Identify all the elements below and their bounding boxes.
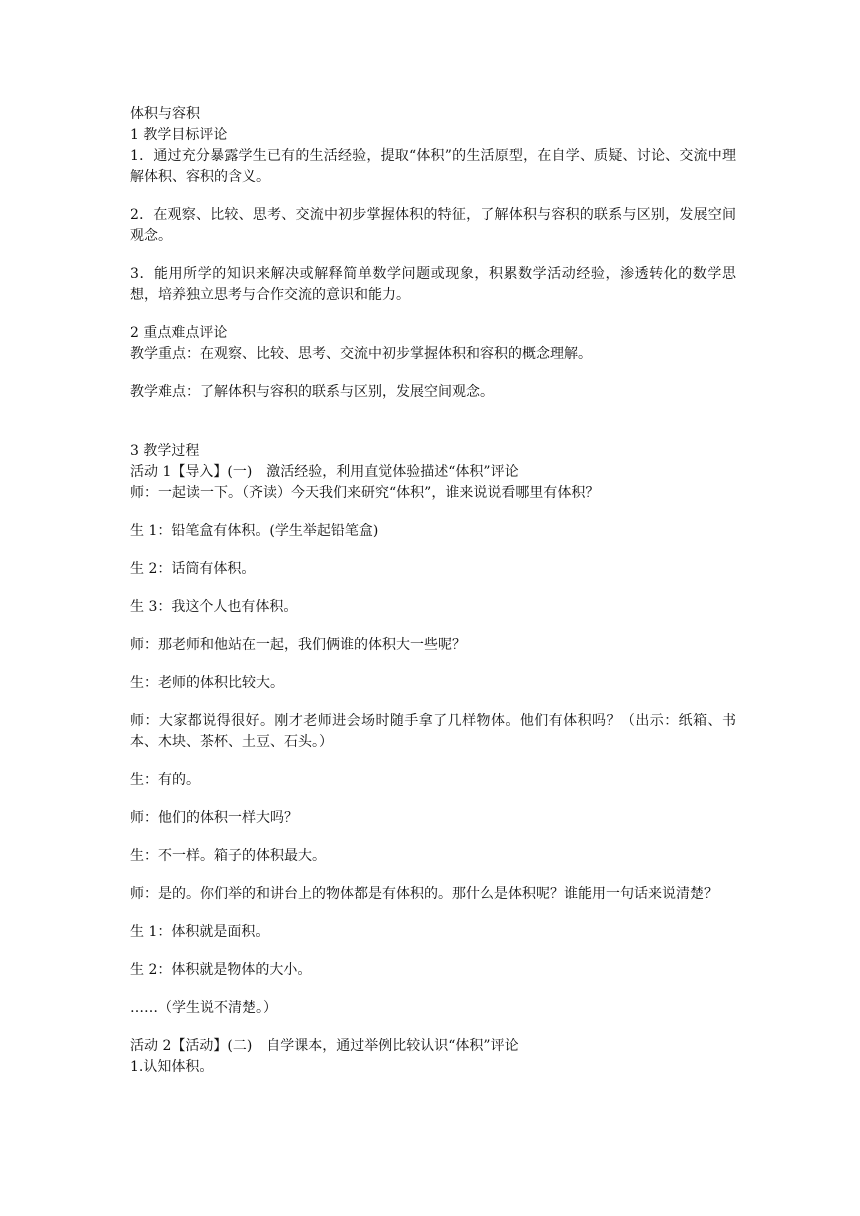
dialogue-line: 生 1：铅笔盒有体积。(学生举起铅笔盒) xyxy=(130,523,379,539)
key-point: 教学重点：在观察、比较、思考、交流中初步掌握体积和容积的概念理解。 xyxy=(130,346,592,362)
dialogue-line: 生：不一样。箱子的体积最大。 xyxy=(130,848,326,864)
difficulty-point: 教学难点：了解体积与容积的联系与区别，发展空间观念。 xyxy=(130,384,494,400)
activity1-heading: 活动 1【导入】(一) 激活经验，利用直觉体验描述“体积”评论 xyxy=(130,464,519,480)
dialogue-line: 生 2：体积就是物体的大小。 xyxy=(130,962,312,978)
document-title: 体积与容积 xyxy=(130,106,200,122)
dialogue-line: 师：那老师和他站在一起，我们俩谁的体积大一些呢？ xyxy=(130,637,466,653)
section1-heading: 1 教学目标评论 xyxy=(130,127,228,143)
objective-item-3: 3．能用所学的知识来解决或解释简单数学问题或现象，积累数学活动经验，渗透转化的数学思想，培养独立思考与合作交流的意识和能力。 xyxy=(130,266,736,303)
dialogue-line: 生 3：我这个人也有体积。 xyxy=(130,599,298,615)
document-page xyxy=(130,104,736,1078)
dialogue-line: 生：老师的体积比较大。 xyxy=(130,675,284,691)
dialogue-line: 生 1：体积就是面积。 xyxy=(130,924,270,940)
dialogue-line: 生：有的。 xyxy=(130,772,200,788)
activity2-heading: 活动 2【活动】(二) 自学课本，通过举例比较认识“体积”评论 xyxy=(130,1038,519,1054)
dialogue-line: 师：大家都说得很好。刚才老师进会场时随手拿了几样物体。他们有体积吗？（出示：纸箱、书本、木块、茶杯、土豆、石头。） xyxy=(130,713,736,750)
dialogue-line: 生 2：话筒有体积。 xyxy=(130,561,256,577)
objective-item-2: 2．在观察、比较、思考、交流中初步掌握体积的特征，了解体积与容积的联系与区别，发展空间观念。 xyxy=(130,207,736,244)
section3-heading: 3 教学过程 xyxy=(130,443,200,459)
sub-item-heading: 1.认知体积。 xyxy=(130,1059,214,1075)
dialogue-line: 师：他们的体积一样大吗？ xyxy=(130,810,298,826)
section2-heading: 2 重点难点评论 xyxy=(130,325,228,341)
dialogue-line: ……（学生说不清楚。） xyxy=(130,1000,277,1016)
objective-item-1: 1．通过充分暴露学生已有的生活经验，提取“体积”的生活原型，在自学、质疑、讨论、交流中理解体积、容积的含义。 xyxy=(130,148,736,185)
dialogue-line: 师：一起读一下。（齐读）今天我们来研究“体积”，谁来说说看哪里有体积？ xyxy=(130,485,600,501)
dialogue-line: 师：是的。你们举的和讲台上的物体都是有体积的。那什么是体积呢？谁能用一句话来说清楚？ xyxy=(130,886,718,902)
